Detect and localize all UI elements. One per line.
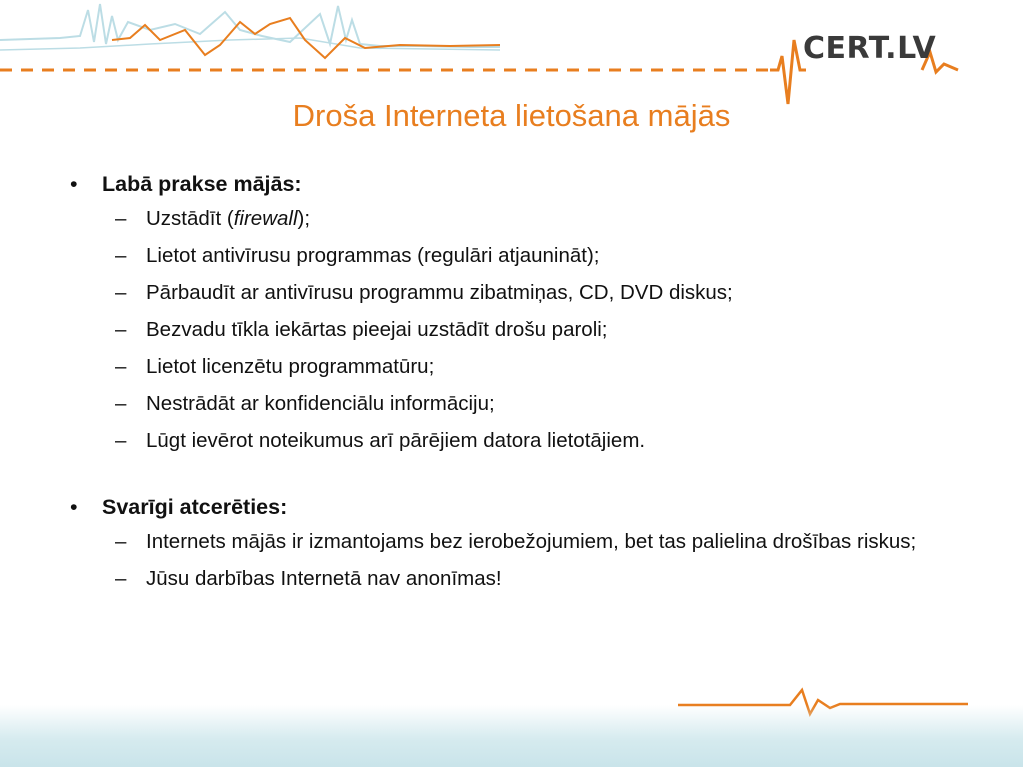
emphasis-text: firewall [233,207,298,230]
list-item: – Uzstādīt (firewall); [115,207,311,230]
list-item: – Internets mājās ir izmantojams bez ierobežojumiem, bet tas palielina drošības riskus; [115,530,917,553]
slide-title: Droša Interneta lietošana mājās [292,98,731,133]
logo-text: CERT.LV [803,31,937,66]
list-item: – Jūsu darbības Internetā nav anonīmas! [115,567,502,590]
bottom-decorative-band [0,705,1023,767]
list-item: – Pārbaudīt ar antivīrusu programmu zibatmiņas, CD, DVD diskus; [115,281,733,304]
list-item: – Bezvadu tīkla iekārtas pieejai uzstādīt drošu paroli; [115,318,608,341]
list-item: – Lietot licenzētu programmatūru; [115,355,435,378]
section-heading: • Svarīgi atcerēties: [70,495,288,519]
section-heading: • Labā prakse mājās: [70,172,302,196]
cert-lv-logo [786,28,1023,84]
list-item: – Nestrādāt ar konfidenciālu informāciju; [115,392,495,415]
list-item: – Lūgt ievērot noteikumus arī pārējiem datora lietotājiem. [115,429,646,452]
slide-content [70,172,950,603]
list-item: – Lietot antivīrusu programmas (regulāri atjaunināt); [115,244,600,267]
